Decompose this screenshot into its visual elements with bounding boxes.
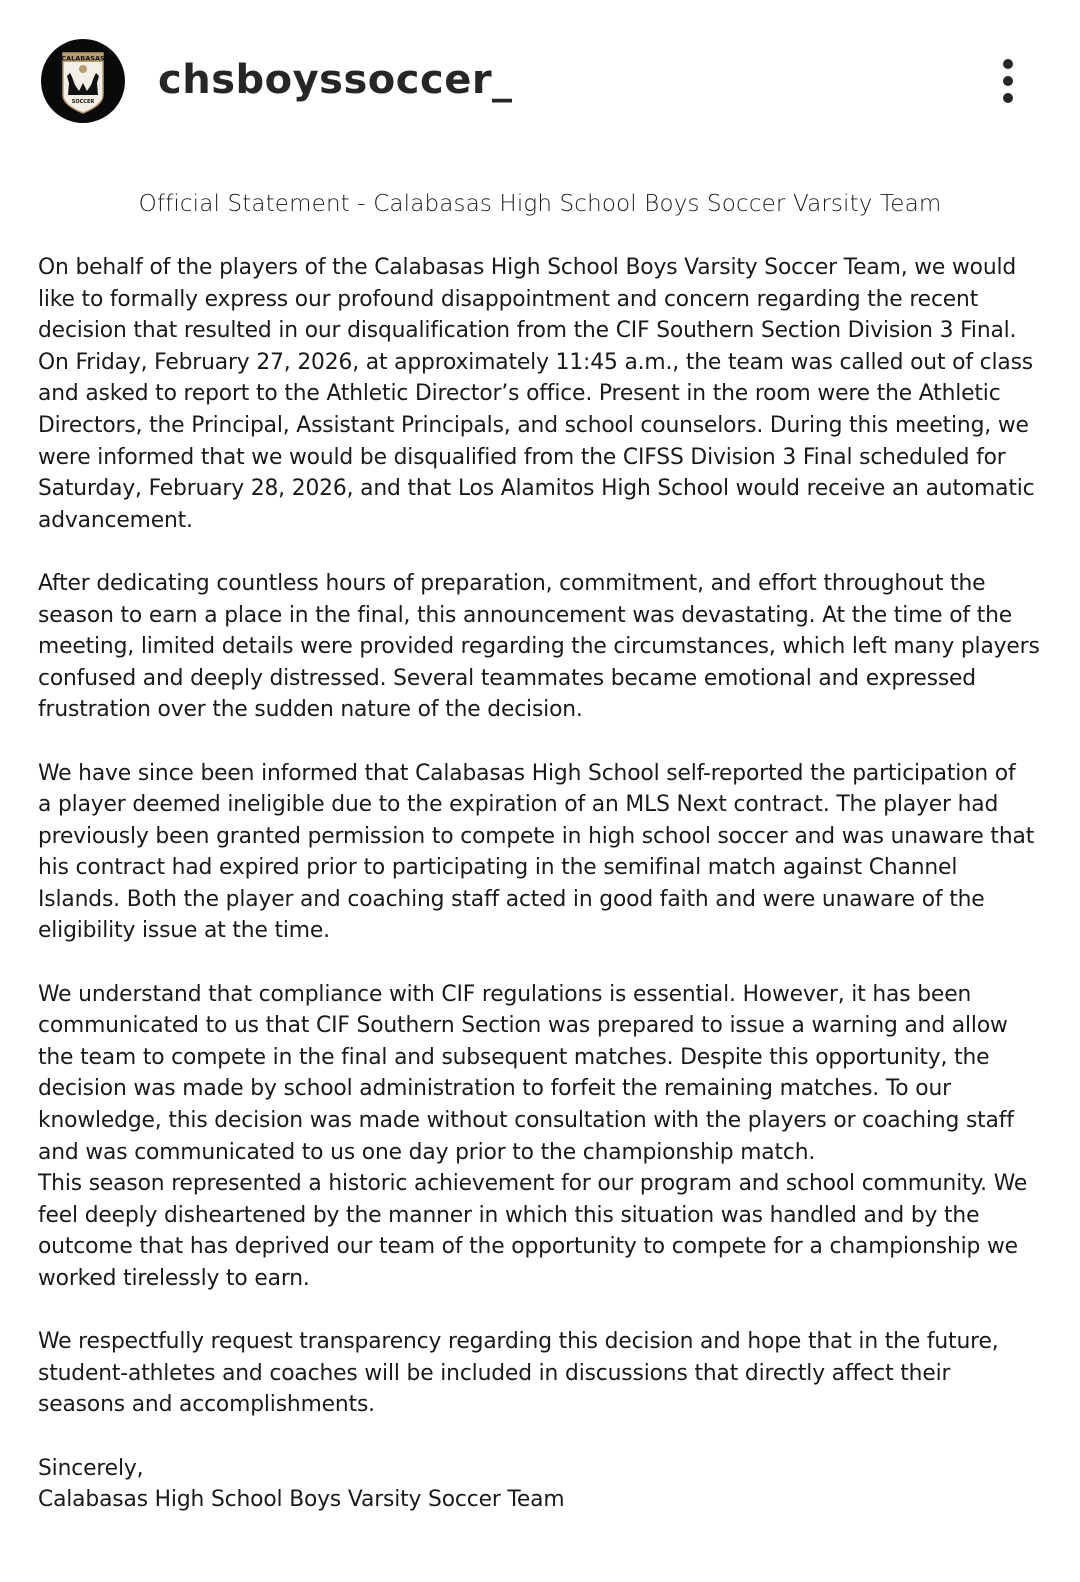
statement-title: Official Statement - Calabasas High School Boys Soccer Varsity Team — [138, 191, 942, 217]
text-line: feel deeply disheartened by the manner in which this situation was handled and by the — [38, 1202, 980, 1228]
crest-top-text: CALABASAS — [61, 54, 105, 63]
text-line: Islands. Both the player and coaching staff acted in good faith and were unaware of the — [38, 886, 985, 912]
text-line: the team to compete in the final and subsequent matches. Despite this opportunity, the — [38, 1044, 990, 1070]
text-line: Directors, the Principal, Assistant Principals, and school counselors. During this meeting, we — [38, 412, 1029, 438]
text-line: frustration over the sudden nature of the decision. — [38, 697, 583, 723]
more-vertical-icon — [1003, 93, 1013, 103]
text-line: advancement. — [38, 507, 193, 533]
more-vertical-icon — [1003, 76, 1013, 86]
signature — [38, 1453, 1048, 1516]
text-line: previously been granted permission to compete in high school soccer and was unaware that — [38, 823, 1035, 849]
text-line: decision was made by school administration to forfeit the remaining matches. To our — [38, 1076, 951, 1102]
paragraph-5 — [38, 1326, 1048, 1421]
text-line: worked tirelessly to earn. — [38, 1266, 310, 1291]
text-line: decision that resulted in our disqualification from the CIF Southern Section Division 3 Final. — [38, 318, 1017, 344]
team-crest-icon — [41, 39, 125, 123]
avatar[interactable] — [41, 39, 125, 123]
paragraph-2 — [38, 568, 1048, 726]
text-line: communicated to us that CIF Southern Section was prepared to issue a warning and allow — [38, 1013, 1008, 1039]
text-line: On behalf of the players of the Calabasas High School Boys Varsity Soccer Team, we would — [38, 255, 1017, 280]
text-line: meeting, limited details were provided regarding the circumstances, which left many players — [38, 634, 1040, 660]
paragraph-4 — [38, 979, 1048, 1295]
paragraph-1 — [38, 252, 1048, 536]
text-line: Saturday, February 28, 2026, and that Los Alamitos High School would receive an automatic — [38, 476, 1035, 502]
statement-body — [38, 252, 1048, 1516]
paragraph-spacer — [38, 1421, 1048, 1453]
text-line: seasons and accomplishments. — [38, 1392, 375, 1418]
text-line: student-athletes and coaches will be included in discussions that directly affect their — [38, 1360, 951, 1386]
text-line: We have since been informed that Calabasas High School self-reported the participation of — [38, 760, 1016, 786]
paragraph-spacer — [38, 1295, 1048, 1327]
more-vertical-icon — [1003, 59, 1013, 69]
text-line: and asked to report to the Athletic Director’s office. Present in the room were the Athletic — [38, 381, 1001, 407]
paragraph-spacer — [38, 536, 1048, 568]
text-line: After dedicating countless hours of preparation, commitment, and effort throughout the — [38, 570, 986, 596]
signatory: Calabasas High School Boys Varsity Soccer Team — [38, 1487, 565, 1513]
paragraph-spacer — [38, 726, 1048, 758]
paragraph-spacer — [38, 947, 1048, 979]
text-line: season to earn a place in the final, this announcement was devastating. At the time of the — [38, 602, 1013, 628]
text-line: and was communicated to us one day prior to the championship match. — [38, 1139, 816, 1165]
text-line: This season represented a historic achievement for our program and school community. We — [38, 1171, 1028, 1197]
text-line: his contract had expired prior to participating in the semifinal match against Channel — [38, 855, 958, 881]
text-line: confused and deeply distressed. Several teammates became emotional and expressed — [38, 665, 976, 691]
username[interactable]: chsboyssoccer_ — [158, 57, 513, 103]
text-line: a player deemed ineligible due to the expiration of an MLS Next contract. The player had — [38, 792, 999, 818]
text-line: On Friday, February 27, 2026, at approximately 11:45 a.m., the team was called out of class — [38, 349, 1033, 375]
paragraph-3 — [38, 758, 1048, 948]
text-line: outcome that has deprived our team of the opportunity to compete for a championship we — [38, 1234, 1018, 1260]
crest-bottom-text: SOCCER — [71, 99, 95, 105]
text-line: were informed that we would be disqualified from the CIFSS Division 3 Final scheduled for — [38, 444, 1006, 470]
sign-off: Sincerely, — [38, 1455, 144, 1481]
text-line: like to formally express our profound disappointment and concern regarding the recent — [38, 286, 979, 312]
text-line: We respectfully request transparency regarding this decision and hope that in the future, — [38, 1329, 999, 1355]
more-options-button[interactable] — [990, 54, 1026, 110]
post-header — [0, 0, 1080, 160]
text-line: knowledge, this decision was made without consultation with the players or coaching staff — [38, 1108, 1014, 1134]
text-line: We understand that compliance with CIF regulations is essential. However, it has been — [38, 981, 972, 1007]
text-line: eligibility issue at the time. — [38, 918, 330, 944]
